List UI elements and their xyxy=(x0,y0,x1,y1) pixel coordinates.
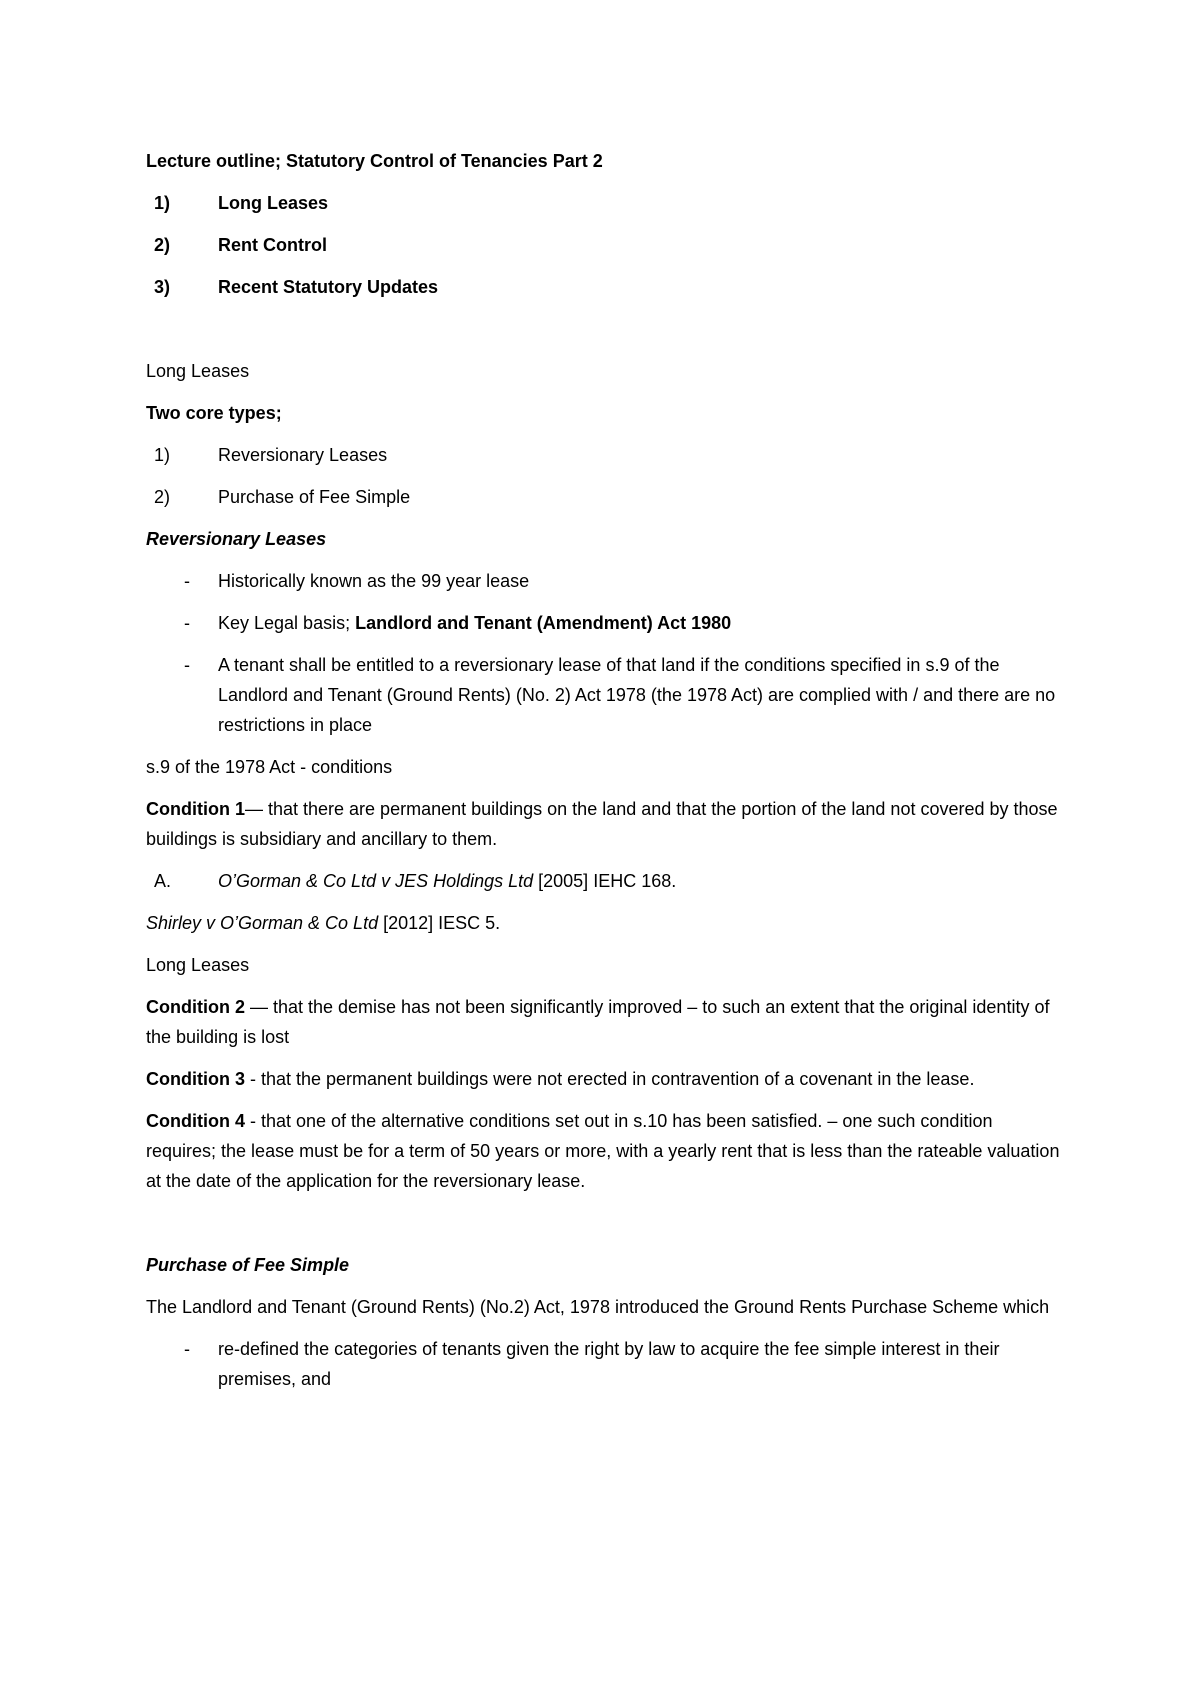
list-item xyxy=(146,272,1066,302)
section-heading-reversionary: Reversionary Leases xyxy=(146,529,327,549)
outline-list xyxy=(146,188,1066,302)
bullet-item xyxy=(146,1334,1066,1394)
list-text: Purchase of Fee Simple xyxy=(218,487,411,507)
list-text: Rent Control xyxy=(218,235,327,255)
section-heading-long-leases: Long Leases xyxy=(146,361,250,381)
list-number: 2) xyxy=(154,487,171,507)
bullet-text: re-defined the categories of tenants given the right by law to acquire the fee simple interest in their premises, and xyxy=(218,1339,1000,1389)
dash-marker: - xyxy=(184,571,190,591)
core-types-label: Two core types; xyxy=(146,403,282,423)
core-types-list xyxy=(146,440,1066,512)
s9-heading: s.9 of the 1978 Act - conditions xyxy=(146,757,393,777)
case-reference: [2012] IESC 5. xyxy=(378,913,501,933)
bullet-text: Historically known as the 99 year lease xyxy=(218,571,530,591)
document-page xyxy=(146,146,1066,1394)
condition-text: - that one of the alternative conditions set out in s.10 has been satisfied. – one such condition requires; the lease must be for a term of 50 years or more, with a yearly rent that is less than the rateable valuation at the date of the application for the reversionary lease. xyxy=(146,1111,1060,1191)
condition-label: Condition 3 xyxy=(146,1069,245,1089)
dash-marker: - xyxy=(184,1339,190,1359)
condition-text: - that the permanent buildings were not erected in contravention of a covenant in the lease. xyxy=(244,1069,975,1089)
condition-2 xyxy=(146,992,1066,1052)
list-number: 3) xyxy=(154,277,171,297)
bullet-text: A tenant shall be entitled to a reversionary lease of that land if the conditions specified in s.9 of the Landlord and Tenant (Ground Rents) (No. 2) Act 1978 (the 1978 Act) are complied with / and there are no restrictions in place xyxy=(218,655,1056,735)
fee-simple-intro: The Landlord and Tenant (Ground Rents) (No.2) Act, 1978 introduced the Ground Rents Purchase Scheme which xyxy=(146,1297,1050,1317)
case-name: O’Gorman & Co Ltd v JES Holdings Ltd xyxy=(218,871,534,891)
alpha-marker: A. xyxy=(154,871,172,891)
case-name: Shirley v O’Gorman & Co Ltd xyxy=(146,913,379,933)
bullet-item xyxy=(146,650,1066,740)
condition-label: Condition 4 xyxy=(146,1111,245,1131)
list-item xyxy=(146,230,1066,260)
dash-marker: - xyxy=(184,613,190,633)
condition-label: Condition 1 xyxy=(146,799,245,819)
list-item xyxy=(146,482,1066,512)
page-title: Lecture outline; Statutory Control of Tenancies Part 2 xyxy=(146,151,603,171)
condition-text: — that the demise has not been significantly improved – to such an extent that the original identity of the building is lost xyxy=(146,997,1050,1047)
list-text: Reversionary Leases xyxy=(218,445,388,465)
case-citation xyxy=(146,908,1066,938)
bullet-item xyxy=(146,566,1066,596)
list-number: 2) xyxy=(154,235,171,255)
condition-3 xyxy=(146,1064,1066,1094)
bullet-text: Key Legal basis; xyxy=(218,613,356,633)
list-number: 1) xyxy=(154,193,171,213)
list-item xyxy=(146,440,1066,470)
list-text: Long Leases xyxy=(218,193,329,213)
act-name: Landlord and Tenant (Amendment) Act 1980 xyxy=(355,613,732,633)
dash-marker: - xyxy=(184,655,190,675)
section-heading-fee-simple: Purchase of Fee Simple xyxy=(146,1255,350,1275)
case-reference: [2005] IEHC 168. xyxy=(533,871,677,891)
section-heading-long-leases-repeat: Long Leases xyxy=(146,955,250,975)
condition-4 xyxy=(146,1106,1066,1196)
case-citation xyxy=(146,866,1066,896)
condition-text: — that there are permanent buildings on the land and that the portion of the land not covered by those buildings is subsidiary and ancillary to them. xyxy=(146,799,1058,849)
condition-label: Condition 2 xyxy=(146,997,245,1017)
list-number: 1) xyxy=(154,445,171,465)
bullet-item xyxy=(146,608,1066,638)
list-text: Recent Statutory Updates xyxy=(218,277,439,297)
list-item xyxy=(146,188,1066,218)
condition-1 xyxy=(146,794,1066,854)
